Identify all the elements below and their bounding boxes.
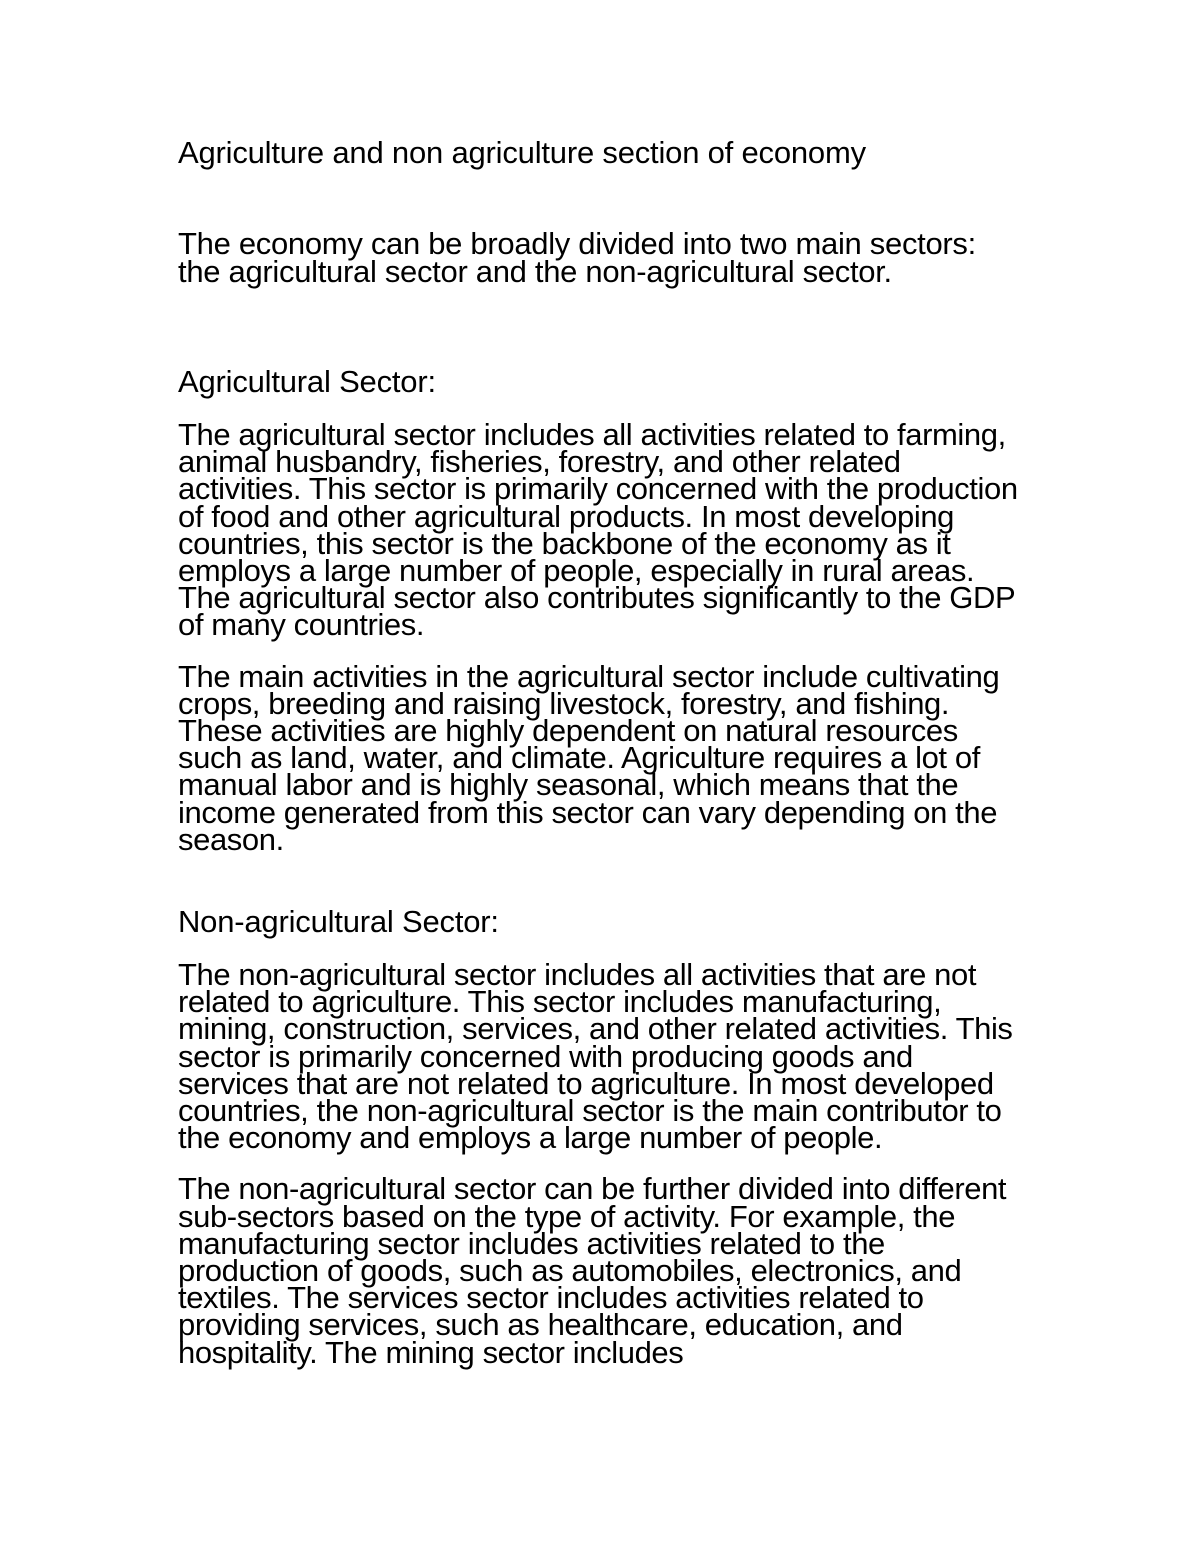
section-heading: Non-agricultural Sector: <box>178 904 499 940</box>
section-heading: Agricultural Sector: <box>178 364 436 399</box>
document-title: Agriculture and non agriculture section of economy <box>178 135 866 170</box>
section-non-agricultural <box>178 904 1018 1370</box>
paragraph: The non-agricultural sector includes all activities that are not related to agriculture. This sector includes manufacturing, mining, construction, services, and other related activities. This sector is primarily concerned with producing goods and services that are not related to agriculture. In most developed countries, the non-agricultural sector is the main contributor to the economy and employs a large number of people. <box>178 957 1013 1156</box>
intro-paragraph: The economy can be broadly divided into two main sectors: the agricultural sector and the non-agricultural sector. <box>178 226 976 289</box>
paragraph: The non-agricultural sector can be further divided into different sub-sectors based on the type of activity. For example, the manufacturing sector includes activities related to the production of goods, such as automobiles, electronics, and textiles. The services sector includes activities related to providing services, such as healthcare, education, and hospitality. The mining sector includes <box>178 1171 1007 1370</box>
paragraph: The main activities in the agricultural sector include cultivating crops, breeding and raising livestock, forestry, and fishing. These activities are highly dependent on natural resources such as land, water, and climate. Agriculture requires a lot of manual labor and is highly seasonal, which means that the income generated from this sector can vary depending on the season. <box>178 658 1000 857</box>
document-body <box>178 136 1018 1390</box>
paragraph: The agricultural sector includes all activities related to farming, animal husbandry, fisheries, forestry, and other related activities. This sector is primarily concerned with the production of food and other agricultural products. In most developing countries, this sector is the backbone of the economy as it employs a large number of people, especially in rural areas. The agricultural sector also contributes significantly to the GDP of many countries. <box>178 417 1018 643</box>
section-agricultural <box>178 364 1018 857</box>
